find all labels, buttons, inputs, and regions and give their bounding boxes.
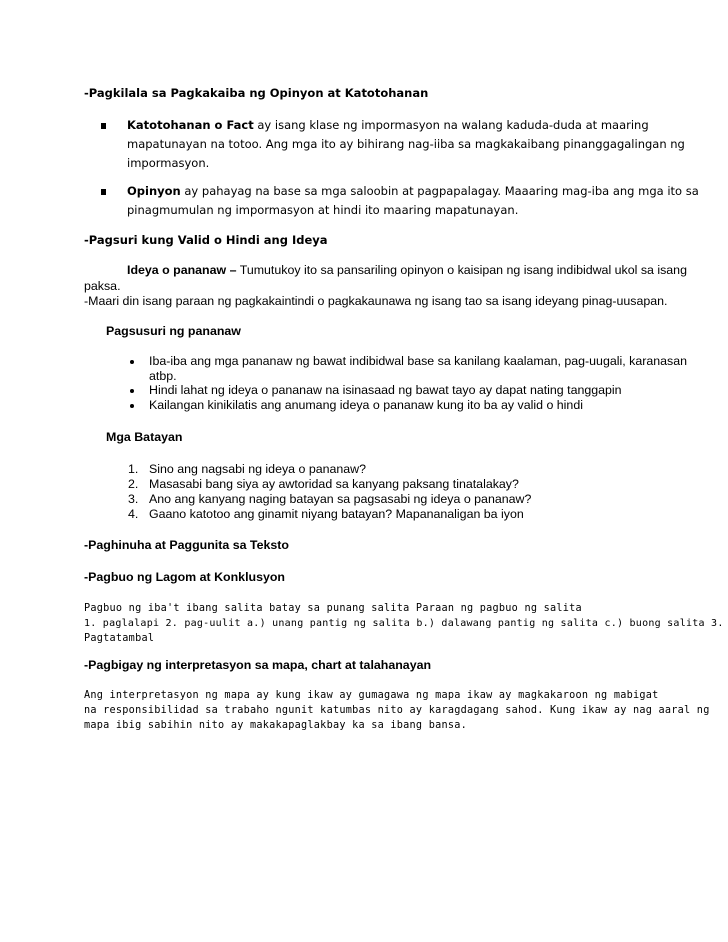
interpretasyon-line1: Ang interpretasyon ng mapa ay kung ikaw ay gumagawa ng mapa ikaw ay magkakaroon ng mabigat (84, 690, 659, 701)
ideya-term: Ideya o pananaw – (127, 263, 237, 277)
fact-term: Katotohanan o Fact (127, 118, 254, 132)
pananaw-bullet-1-line2: atbp. (149, 369, 177, 383)
batayan-number: 3. (128, 492, 139, 506)
section-heading-paghinuha: -Paghinuha at Paggunita sa Teksto (84, 538, 289, 552)
bullet-dot-icon (130, 389, 134, 393)
section-heading-opinyon-katotohanan: -Pagkilala sa Pagkakaiba ng Opinyon at Katotohanan (84, 86, 429, 100)
subheading-mga-batayan: Mga Batayan (106, 430, 183, 444)
fact-definition-line1 (127, 116, 649, 135)
subheading-pagsusuri-pananaw: Pagsusuri ng pananaw (106, 324, 241, 338)
fact-text: ay isang klase ng impormasyon na walang kaduda-duda at maaring (253, 118, 649, 132)
batayan-item-3: Ano ang kanyang naging batayan sa pagsasabi ng ideya o pananaw? (149, 492, 532, 506)
batayan-number: 1. (128, 462, 139, 476)
opinyon-text: ay pahayag na base sa mga saloobin at pagpapalagay. Maaaring mag-iba ang mga ito sa (180, 184, 699, 198)
pananaw-bullet-1-line1: Iba-iba ang mga pananaw ng bawat indibidwal base sa kanilang kaalaman, pag-uugali, karanasan (149, 354, 687, 368)
ideya-definition-line1 (127, 262, 687, 278)
fact-definition-line3: impormasyon. (127, 156, 210, 170)
bullet-dot-icon (130, 404, 134, 408)
bullet-square-icon (101, 189, 106, 195)
opinyon-term: Opinyon (127, 184, 181, 198)
pananaw-bullet-3: Kailangan kinikilatis ang anumang ideya o pananaw kung ito ba ay valid o hindi (149, 398, 583, 412)
section-heading-interpretasyon: -Pagbigay ng interpretasyon sa mapa, chart at talahanayan (84, 658, 432, 672)
batayan-item-1: Sino ang nagsabi ng ideya o pananaw? (149, 462, 367, 476)
batayan-number: 2. (128, 477, 139, 491)
interpretasyon-line3: mapa ibig sabihin nito ay makakapaglakbay ka sa ibang bansa. (84, 720, 468, 731)
batayan-item-2: Masasabi bang siya ay awtoridad sa kanyang paksang tinatalakay? (149, 477, 519, 491)
interpretasyon-line2: na responsibilidad sa trabaho ngunit katumbas nito ay karagdagang sahod. Kung ikaw ay nag aaral ng (84, 705, 710, 716)
lagom-line3: Pagtatambal (84, 633, 155, 644)
opinyon-definition-line1 (127, 182, 699, 201)
bullet-square-icon (101, 123, 106, 129)
fact-definition-line2: mapatunayan na totoo. Ang mga ito ay bihirang nag-iiba sa magkakaibang pinanggagalingan ng (127, 137, 685, 151)
opinyon-definition-line2: pinagmumulan ng impormasyon at hindi ito maaring mapatunayan. (127, 203, 519, 217)
batayan-number: 4. (128, 507, 139, 521)
lagom-line1: Pagbuo ng iba't ibang salita batay sa punang salita Paraan ng pagbuo ng salita (84, 603, 582, 614)
section-heading-valid-ideya: -Pagsuri kung Valid o Hindi ang Ideya (84, 233, 328, 247)
ideya-text: Tumutukoy ito sa pansariling opinyon o kaisipan ng isang indibidwal ukol sa isang (236, 263, 687, 277)
ideya-definition-line2: paksa. (84, 279, 121, 293)
section-heading-lagom: -Pagbuo ng Lagom at Konklusyon (84, 570, 286, 584)
batayan-item-4: Gaano katotoo ang ginamit niyang batayan? Mapananaligan ba iyon (149, 507, 524, 521)
ideya-note: -Maari din isang paraan ng pagkakaintindi o pagkakaunawa ng isang tao sa isang ideyang pinag-uusapan. (84, 294, 668, 308)
bullet-dot-icon (130, 360, 134, 364)
lagom-line2: 1. paglalapi 2. pag-uulit a.) unang pantig ng salita b.) dalawang pantig ng salita c.) buong salita 3. (84, 618, 724, 629)
pananaw-bullet-2: Hindi lahat ng ideya o pananaw na isinasaad ng bawat tayo ay dapat nating tanggapin (149, 383, 622, 397)
